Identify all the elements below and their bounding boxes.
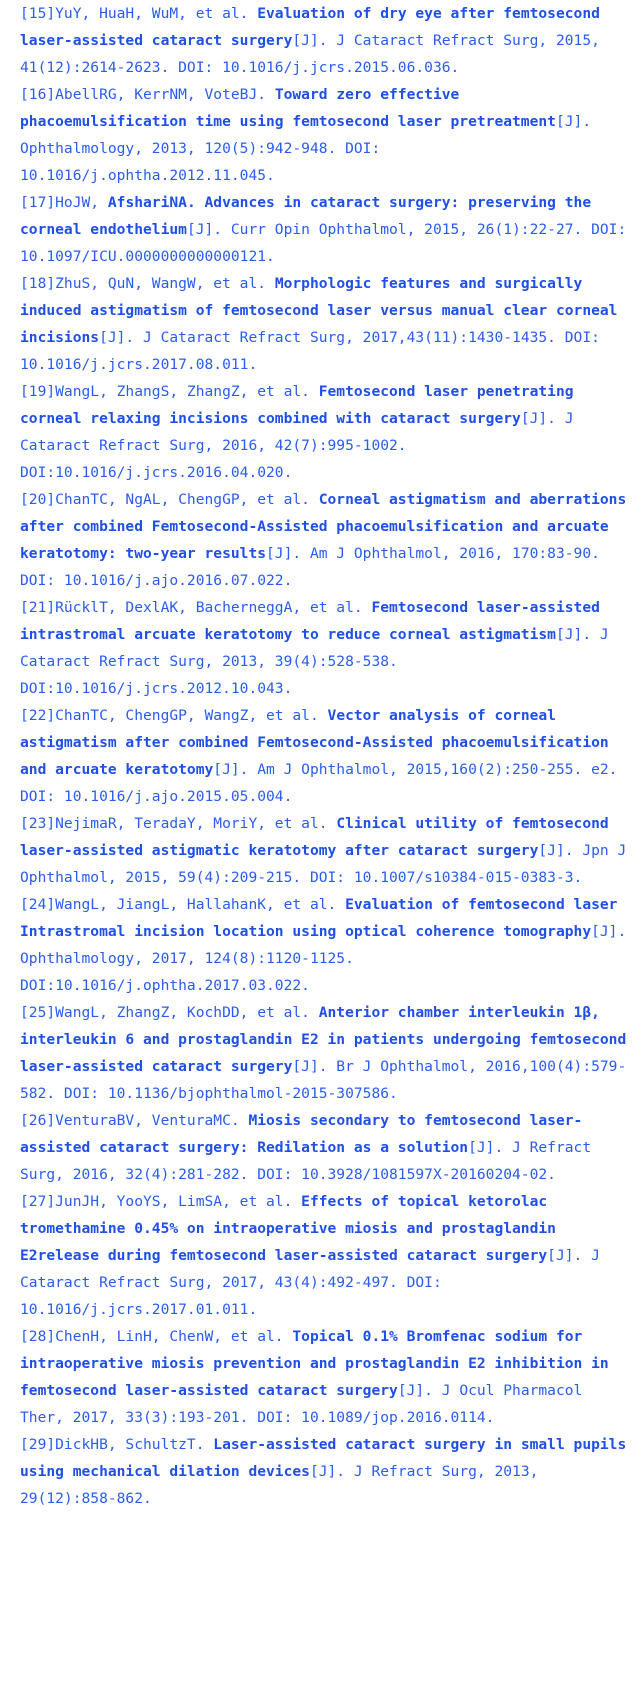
reference-title: Vector analysis of corneal astigmatism after combined Femtosecond-Assisted phacoemulsification and arcuate keratotomy	[20, 707, 618, 778]
reference-source: [J]. J Ocul Pharmacol Ther, 2017, 33(3):193-201. DOI: 10.1089/jop.2016.0114.	[20, 1382, 592, 1426]
reference-authors: [17]HoJW,	[20, 194, 108, 211]
reference-authors: [28]ChenH, LinH, ChenW, et al.	[20, 1328, 293, 1345]
reference-authors: [19]WangL, ZhangS, ZhangZ, et al.	[20, 383, 319, 400]
reference-29	[20, 1431, 635, 1512]
reference-source: [J]. J Cataract Refract Surg, 2017, 43(4):492-497. DOI: 10.1016/j.jcrs.2017.01.011.	[20, 1247, 609, 1318]
reference-title: Corneal astigmatism and aberrations after combined Femtosecond-Assisted phacoemulsification and arcuate keratotomy: two-year results	[20, 491, 636, 562]
reference-source: [J]. Am J Ophthalmol, 2015,160(2):250-255. e2. DOI: 10.1016/j.ajo.2015.05.004.	[20, 761, 627, 805]
reference-title: Evaluation of dry eye after femtosecond laser-assisted cataract surgery	[20, 5, 609, 49]
reference-list	[20, 0, 635, 1512]
reference-16	[20, 81, 635, 189]
reference-title: Topical 0.1% Bromfenac sodium for intraoperative miosis prevention and prostaglandin E2 inhibition in femtosecond laser-assisted cataract surgery	[20, 1328, 618, 1399]
reference-source: [J]. Am J Ophthalmol, 2016, 170:83-90. DOI: 10.1016/j.ajo.2016.07.022.	[20, 545, 609, 589]
reference-authors: [25]WangL, ZhangZ, KochDD, et al.	[20, 1004, 319, 1021]
reference-authors: [21]RücklT, DexlAK, BacherneggA, et al.	[20, 599, 372, 616]
reference-title: Laser-assisted cataract surgery in small pupils using mechanical dilation devices	[20, 1436, 636, 1480]
reference-25	[20, 999, 635, 1107]
reference-20	[20, 486, 635, 594]
reference-23	[20, 810, 635, 891]
reference-authors: [16]AbellRG, KerrNM, VoteBJ.	[20, 86, 275, 103]
reference-title: Evaluation of femtosecond laser Intrastromal incision location using optical coherence tomography	[20, 896, 627, 940]
reference-title: Clinical utility of femtosecond laser-assisted astigmatic keratotomy after cataract surgery	[20, 815, 618, 859]
reference-authors: [18]ZhuS, QuN, WangW, et al.	[20, 275, 275, 292]
reference-title: Toward zero effective phacoemulsification time using femtosecond laser pretreatment	[20, 86, 556, 130]
reference-authors: [24]WangL, JiangL, HallahanK, et al.	[20, 896, 346, 913]
reference-source: [J]. J Cataract Refract Surg, 2015, 41(12):2614-2623. DOI: 10.1016/j.jcrs.2015.06.036.	[20, 32, 609, 76]
reference-title: Femtosecond laser-assisted intrastromal arcuate keratotomy to reduce corneal astigmatism	[20, 599, 609, 643]
reference-source: [J]. J Cataract Refract Surg, 2016, 42(7):995-1002. DOI:10.1016/j.jcrs.2016.04.020.	[20, 410, 583, 481]
reference-title: Miosis secondary to femtosecond laser-assisted cataract surgery: Redilation as a solution	[20, 1112, 583, 1156]
reference-source: [J]. Ophthalmology, 2013, 120(5):942-948. DOI: 10.1016/j.ophtha.2012.11.045.	[20, 113, 600, 184]
reference-18	[20, 270, 635, 378]
reference-title: Effects of topical ketorolac tromethamine 0.45% on intraoperative miosis and prostaglandin E2release during femtosecond laser-assisted cataract surgery	[20, 1193, 565, 1264]
reference-source: [J]. Ophthalmology, 2017, 124(8):1120-1125. DOI:10.1016/j.ophtha.2017.03.022.	[20, 923, 636, 994]
reference-title: Femtosecond laser penetrating corneal relaxing incisions combined with cataract surgery	[20, 383, 583, 427]
reference-authors: [29]DickHB, SchultzT.	[20, 1436, 214, 1453]
reference-authors: [15]YuY, HuaH, WuM, et al.	[20, 5, 258, 22]
reference-authors: [20]ChanTC, NgAL, ChengGP, et al.	[20, 491, 319, 508]
reference-22	[20, 702, 635, 810]
reference-source: [J]. J Refract Surg, 2013, 29(12):858-862.	[20, 1463, 548, 1507]
reference-27	[20, 1188, 635, 1323]
reference-15	[20, 0, 635, 81]
reference-source: [J]. Curr Opin Ophthalmol, 2015, 26(1):22-27. DOI: 10.1097/ICU.0000000000000121.	[20, 221, 636, 265]
reference-24	[20, 891, 635, 999]
reference-authors: [26]VenturaBV, VenturaMC.	[20, 1112, 249, 1129]
reference-source: [J]. J Cataract Refract Surg, 2013, 39(4):528-538. DOI:10.1016/j.jcrs.2012.10.043.	[20, 626, 618, 697]
reference-source: [J]. J Refract Surg, 2016, 32(4):281-282. DOI: 10.3928/1081597X-20160204-02.	[20, 1139, 600, 1183]
reference-authors: [27]JunJH, YooYS, LimSA, et al.	[20, 1193, 302, 1210]
reference-source: [J]. J Cataract Refract Surg, 2017,43(11):1430-1435. DOI: 10.1016/j.jcrs.2017.08.011.	[20, 329, 609, 373]
reference-source: [J]. Br J Ophthalmol, 2016,100(4):579-582. DOI: 10.1136/bjophthalmol-2015-307586.	[20, 1058, 627, 1102]
reference-title: AfshariNA. Advances in cataract surgery: preserving the corneal endothelium	[20, 194, 600, 238]
reference-authors: [22]ChanTC, ChengGP, WangZ, et al.	[20, 707, 328, 724]
reference-source: [J]. Jpn J Ophthalmol, 2015, 59(4):209-215. DOI: 10.1007/s10384-015-0383-3.	[20, 842, 636, 886]
reference-17	[20, 189, 635, 270]
reference-28	[20, 1323, 635, 1431]
reference-title: Morphologic features and surgically induced astigmatism of femtosecond laser versus manual clear corneal incisions	[20, 275, 627, 346]
reference-21	[20, 594, 635, 702]
reference-19	[20, 378, 635, 486]
reference-title: Anterior chamber interleukin 1β, interleukin 6 and prostaglandin E2 in patients undergoing femtosecond laser-assisted cataract surgery	[20, 1004, 636, 1075]
reference-authors: [23]NejimaR, TeradaY, MoriY, et al.	[20, 815, 337, 832]
reference-26	[20, 1107, 635, 1188]
